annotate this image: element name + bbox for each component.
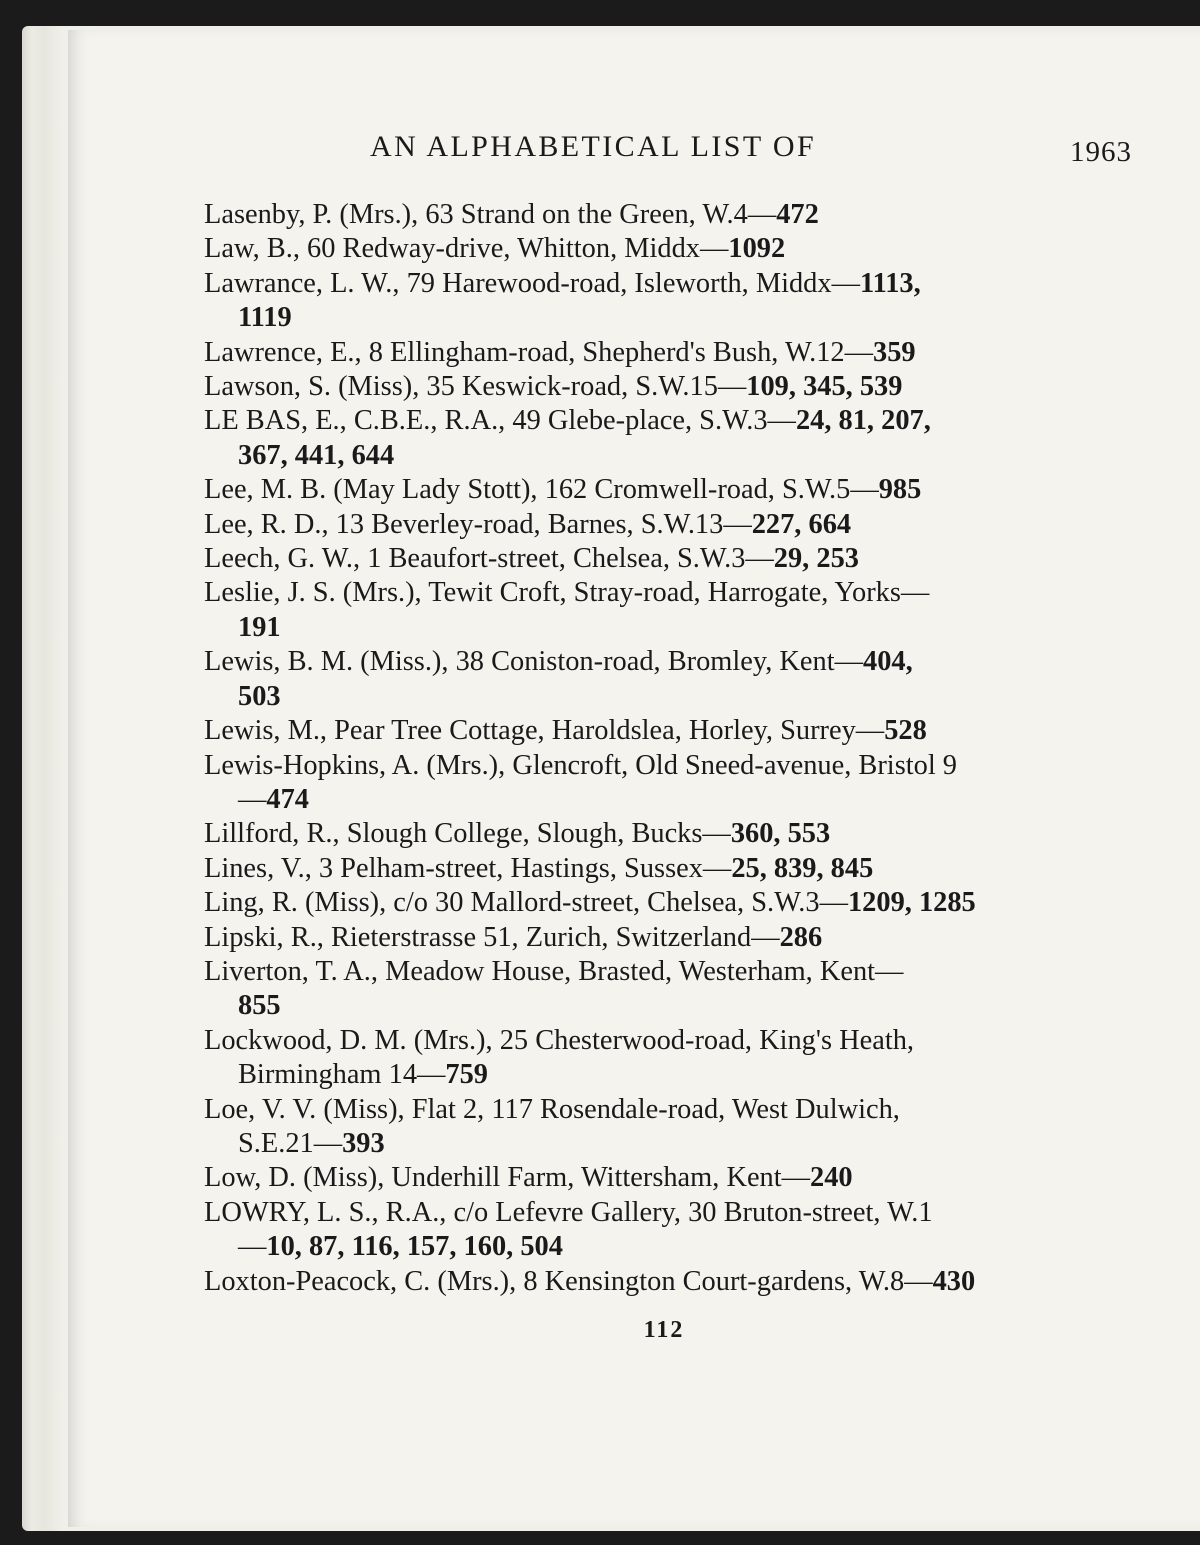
list-entry bbox=[204, 955, 1144, 1024]
list-entry bbox=[204, 473, 1144, 507]
entry-text: Loe, V. V. (Miss), Flat 2, 117 Rosendale-road, West Dulwich, bbox=[204, 1093, 900, 1125]
entry-refs: 25, 839, 845 bbox=[731, 852, 874, 884]
entry-refs: 503 bbox=[238, 680, 281, 712]
entry-text: Lipski, R., Rieterstrasse 51, Zurich, Switzerland— bbox=[204, 921, 780, 953]
list-entry bbox=[204, 336, 1144, 370]
entry-text: Lawrence, E., 8 Ellingham-road, Shepherd's Bush, W.12— bbox=[204, 336, 874, 368]
entry-list bbox=[204, 198, 1144, 1299]
entry-refs: 227, 664 bbox=[751, 508, 852, 540]
entry-text: Lee, R. D., 13 Beverley-road, Barnes, S.W.13— bbox=[204, 508, 752, 540]
entry-text: Liverton, T. A., Meadow House, Brasted, Westerham, Kent— bbox=[204, 955, 904, 987]
entry-refs: 1119 bbox=[238, 302, 292, 334]
entry-text: S.E.21— bbox=[238, 1127, 343, 1159]
entry-refs: 855 bbox=[238, 990, 281, 1022]
list-entry bbox=[204, 370, 1144, 404]
page-number: 112 bbox=[643, 1317, 685, 1343]
list-entry bbox=[204, 404, 1144, 473]
entry-refs: 24, 81, 207, bbox=[795, 405, 931, 437]
entry-text: Lewis, B. M. (Miss.), 38 Coniston-road, Bromley, Kent— bbox=[204, 646, 863, 678]
entry-text: Lee, M. B. (May Lady Stott), 162 Cromwell-road, S.W.5— bbox=[204, 474, 879, 506]
entry-refs: 430 bbox=[932, 1265, 976, 1297]
list-entry bbox=[204, 1093, 1144, 1162]
entry-text: Lillford, R., Slough College, Slough, Bucks— bbox=[204, 818, 731, 850]
list-entry bbox=[204, 1024, 1144, 1093]
list-entry bbox=[204, 921, 1144, 955]
list-entry bbox=[204, 817, 1144, 851]
list-entry bbox=[204, 1196, 1144, 1265]
entry-text: Lockwood, D. M. (Mrs.), 25 Chesterwood-road, King's Heath, bbox=[204, 1024, 915, 1056]
entry-refs: 360, 553 bbox=[730, 818, 831, 850]
entry-refs: 985 bbox=[878, 474, 922, 506]
list-entry bbox=[204, 886, 1144, 920]
entry-text: LE BAS, E., C.B.E., R.A., 49 Glebe-place, S.W.3— bbox=[204, 405, 796, 437]
list-entry bbox=[204, 232, 1144, 266]
entry-text: Law, B., 60 Redway-drive, Whitton, Middx— bbox=[204, 233, 729, 265]
entry-text: Lawrance, L. W., 79 Harewood-road, Isleworth, Middx— bbox=[204, 267, 860, 299]
entry-refs: 29, 253 bbox=[773, 543, 859, 575]
entry-text: Leslie, J. S. (Mrs.), Tewit Croft, Stray-road, Harrogate, Yorks— bbox=[204, 577, 930, 609]
entry-refs: 367, 441, 644 bbox=[238, 439, 395, 471]
list-entry bbox=[204, 714, 1144, 748]
entry-text: LOWRY, L. S., R.A., c/o Lefevre Gallery, 30 Bruton-street, W.1 bbox=[204, 1196, 933, 1228]
entry-refs: 472 bbox=[776, 199, 819, 230]
entry-refs: 1092 bbox=[728, 233, 786, 265]
list-entry bbox=[204, 576, 1144, 645]
entry-refs: 191 bbox=[238, 611, 281, 643]
list-entry bbox=[204, 749, 1144, 818]
entry-text: Ling, R. (Miss), c/o 30 Mallord-street, Chelsea, S.W.3— bbox=[204, 887, 848, 919]
entry-refs: 759 bbox=[445, 1059, 488, 1091]
page-content bbox=[204, 126, 1144, 1344]
entry-refs: 240 bbox=[810, 1162, 853, 1194]
entry-refs: 10, 87, 116, 157, 160, 504 bbox=[266, 1231, 563, 1263]
list-entry bbox=[204, 1265, 1144, 1299]
entry-refs: 359 bbox=[873, 336, 916, 368]
entry-text: — bbox=[238, 783, 267, 815]
list-entry bbox=[204, 508, 1144, 542]
list-entry bbox=[204, 198, 1144, 232]
year-label: 1963 bbox=[1070, 136, 1132, 168]
list-entry bbox=[204, 645, 1144, 714]
running-title: AN ALPHABETICAL LIST OF bbox=[370, 130, 817, 163]
entry-refs: 1209, 1285 bbox=[847, 887, 976, 919]
entry-refs: 393 bbox=[342, 1127, 385, 1159]
entry-text: Lewis-Hopkins, A. (Mrs.), Glencroft, Old Sneed-avenue, Bristol 9 bbox=[204, 749, 958, 781]
list-entry bbox=[204, 267, 1144, 336]
entry-text: Low, D. (Miss), Underhill Farm, Wittersham, Kent— bbox=[204, 1162, 811, 1194]
entry-text: Leech, G. W., 1 Beaufort-street, Chelsea, S.W.3— bbox=[204, 543, 774, 575]
entry-text: Lasenby, P. (Mrs.), 63 Strand on the Green, W.4— bbox=[204, 199, 777, 230]
list-entry bbox=[204, 1161, 1144, 1195]
running-header bbox=[204, 126, 1144, 198]
entry-text: Lewis, M., Pear Tree Cottage, Haroldslea, Horley, Surrey— bbox=[204, 715, 885, 747]
list-entry bbox=[204, 852, 1144, 886]
entry-text: Birmingham 14— bbox=[238, 1059, 446, 1091]
entry-refs: 109, 345, 539 bbox=[746, 371, 903, 403]
entry-refs: 286 bbox=[779, 921, 823, 953]
entry-refs: 1113, bbox=[859, 267, 921, 299]
list-entry bbox=[204, 542, 1144, 576]
entry-text: Lines, V., 3 Pelham-street, Hastings, Sussex— bbox=[204, 852, 732, 884]
entry-text: Loxton-Peacock, C. (Mrs.), 8 Kensington Court-gardens, W.8— bbox=[204, 1265, 933, 1297]
entry-refs: 474 bbox=[266, 783, 309, 815]
entry-refs: 404, bbox=[863, 646, 913, 678]
entry-text: — bbox=[238, 1231, 267, 1263]
entry-refs: 528 bbox=[884, 715, 927, 747]
entry-text: Lawson, S. (Miss), 35 Keswick-road, S.W.15— bbox=[204, 371, 747, 403]
